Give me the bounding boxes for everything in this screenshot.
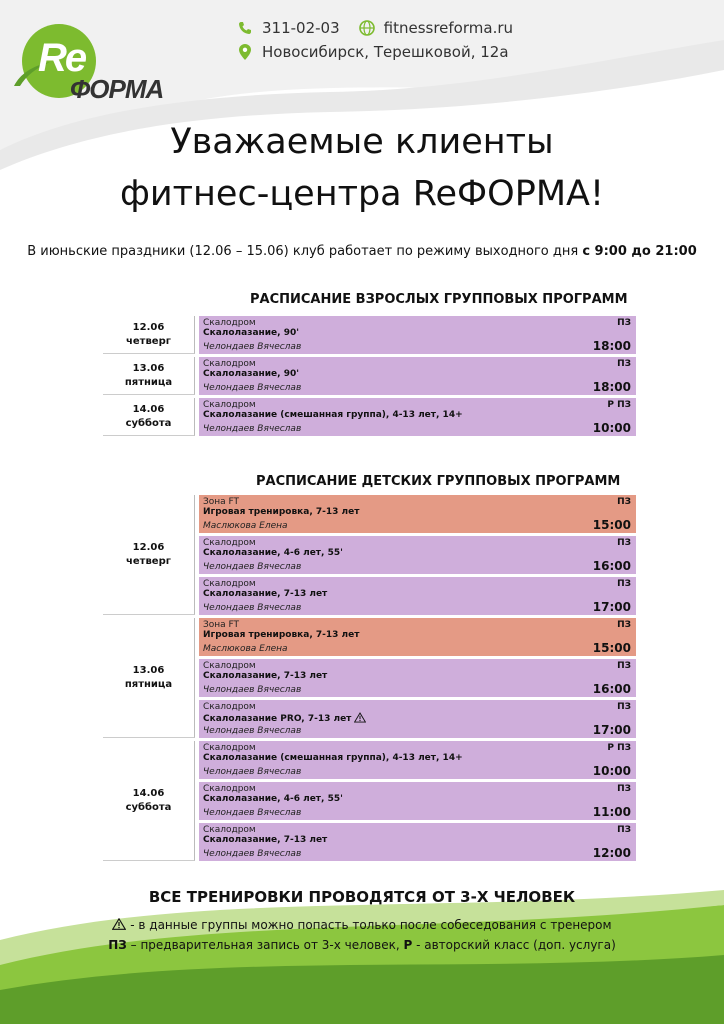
holiday-notice xyxy=(0,244,724,259)
logo-forma-text: ФОРМА xyxy=(70,74,164,104)
slot-time: 15:00 xyxy=(592,641,631,655)
day-group xyxy=(103,357,636,395)
slot-place: Скалодром xyxy=(203,318,256,328)
slot-name-row xyxy=(203,835,632,845)
schedule-slot xyxy=(199,536,636,574)
slot-tag: ПЗ xyxy=(617,497,631,507)
footer-heading: ВСЕ ТРЕНИРОВКИ ПРОВОДЯТСЯ ОТ 3-Х ЧЕЛОВЕК xyxy=(148,888,576,906)
day-date: 12.06 xyxy=(132,541,165,553)
slot-time: 16:00 xyxy=(592,559,631,573)
day-date: 14.06 xyxy=(132,787,165,799)
slot-trainer: Челондаев Вячеслав xyxy=(203,562,302,572)
day-slots xyxy=(199,495,636,615)
slot-class-name: Скалолазание, 90' xyxy=(203,369,299,379)
slot-time: 17:00 xyxy=(592,723,631,737)
slot-time: 11:00 xyxy=(592,805,631,819)
day-group xyxy=(103,618,636,738)
notice-text: В июньские праздники (12.06 – 15.06) клуб работает по режиму выходного дня xyxy=(27,244,583,259)
day-weekday: суббота xyxy=(125,417,172,429)
adult-schedule-table xyxy=(103,316,636,439)
contacts-row-address xyxy=(236,40,513,64)
slot-name-row xyxy=(203,630,632,640)
slot-name-row xyxy=(203,507,632,517)
kids-schedule-heading: РАСПИСАНИЕ ДЕТСКИХ ГРУППОВЫХ ПРОГРАММ xyxy=(256,474,621,489)
slot-tag: ПЗ xyxy=(617,825,631,835)
day-group xyxy=(103,398,636,436)
slot-tag: Р ПЗ xyxy=(607,400,631,410)
slot-tag: ПЗ xyxy=(617,784,631,794)
slot-class-name: Скалолазание, 4-6 лет, 55' xyxy=(203,548,343,558)
slot-trainer: Маслюкова Елена xyxy=(203,521,288,531)
slot-name-row xyxy=(203,794,632,804)
schedule-slot xyxy=(199,316,636,354)
slot-place: Скалодром xyxy=(203,359,256,369)
slot-place: Скалодром xyxy=(203,743,256,753)
day-weekday: четверг xyxy=(126,555,171,567)
contacts-row-phone-web xyxy=(236,16,513,40)
day-weekday: четверг xyxy=(126,335,171,347)
slot-class-name: Скалолазание (смешанная группа), 4-13 лет, 14+ xyxy=(203,753,463,763)
r-label: Р xyxy=(403,938,413,952)
slot-class-name: Игровая тренировка, 7-13 лет xyxy=(203,507,360,517)
slot-tag: ПЗ xyxy=(617,318,631,328)
phone-number[interactable]: 311-02-03 xyxy=(262,19,340,37)
slot-name-row xyxy=(203,589,632,599)
slot-place: Скалодром xyxy=(203,784,256,794)
r-note: - авторский класс (доп. услуга) xyxy=(412,938,616,952)
phone-icon xyxy=(236,19,254,37)
warn-note-text: - в данные группы можно попасть только после собеседования с тренером xyxy=(126,918,612,932)
slot-trainer: Челондаев Вячеслав xyxy=(203,685,302,695)
slot-place: Зона FT xyxy=(203,620,240,630)
slot-place: Скалодром xyxy=(203,400,256,410)
notice-hours: с 9:00 до 21:00 xyxy=(582,244,697,259)
slot-trainer: Челондаев Вячеслав xyxy=(203,767,302,777)
slot-trainer: Челондаев Вячеслав xyxy=(203,342,302,352)
pz-label: ПЗ xyxy=(108,938,127,952)
globe-icon xyxy=(358,19,376,37)
slot-time: 10:00 xyxy=(592,421,631,435)
slot-name-row xyxy=(203,328,632,338)
slot-trainer: Челондаев Вячеслав xyxy=(203,383,302,393)
schedule-slot xyxy=(199,741,636,779)
day-cell xyxy=(103,741,195,861)
slot-class-name: Скалолазание, 7-13 лет xyxy=(203,671,328,681)
slot-trainer: Челондаев Вячеслав xyxy=(203,603,302,613)
day-group xyxy=(103,741,636,861)
reforma-logo xyxy=(12,14,164,106)
slot-name-row xyxy=(203,548,632,558)
slot-name-row xyxy=(203,671,632,681)
day-slots xyxy=(199,357,636,395)
slot-time: 12:00 xyxy=(592,846,631,860)
kids-schedule-table xyxy=(103,495,636,864)
schedule-slot xyxy=(199,357,636,395)
slot-trainer: Челондаев Вячеслав xyxy=(203,808,302,818)
slot-place: Скалодром xyxy=(203,538,256,548)
slot-tag: ПЗ xyxy=(617,359,631,369)
schedule-slot xyxy=(199,659,636,697)
slot-tag: ПЗ xyxy=(617,661,631,671)
location-pin-icon xyxy=(236,43,254,61)
slot-place: Скалодром xyxy=(203,825,256,835)
schedule-slot xyxy=(199,495,636,533)
slot-name-row xyxy=(203,369,632,379)
day-group xyxy=(103,316,636,354)
day-slots xyxy=(199,618,636,738)
day-cell xyxy=(103,495,195,615)
slot-time: 18:00 xyxy=(592,339,631,353)
day-slots xyxy=(199,316,636,354)
slot-place: Скалодром xyxy=(203,661,256,671)
slot-tag: ПЗ xyxy=(617,620,631,630)
website-link[interactable]: fitnessreforma.ru xyxy=(383,19,514,37)
slot-class-name: Скалолазание PRO, 7-13 лет xyxy=(203,714,352,724)
slot-time: 16:00 xyxy=(592,682,631,696)
slot-class-name: Скалолазание (смешанная группа), 4-13 лет, 14+ xyxy=(203,410,463,420)
title-line-2: фитнес-центра ReФОРМА! xyxy=(119,174,604,214)
day-date: 13.06 xyxy=(132,362,165,374)
page-title xyxy=(0,116,724,220)
slot-class-name: Скалолазание, 4-6 лет, 55' xyxy=(203,794,343,804)
slot-class-name: Игровая тренировка, 7-13 лет xyxy=(203,630,360,640)
slot-tag: ПЗ xyxy=(617,579,631,589)
slot-name-row xyxy=(203,410,632,420)
slot-place: Скалодром xyxy=(203,579,256,589)
day-slots xyxy=(199,741,636,861)
slot-name-row xyxy=(203,712,632,724)
slot-class-name: Скалолазание, 7-13 лет xyxy=(203,589,328,599)
slot-trainer: Челондаев Вячеслав xyxy=(203,726,302,736)
pz-note: – предварительная запись от 3-х человек, xyxy=(126,938,404,952)
slot-class-name: Скалолазание, 7-13 лет xyxy=(203,835,328,845)
warning-triangle-icon xyxy=(112,918,126,930)
slot-tag: Р ПЗ xyxy=(607,743,631,753)
slot-tag: ПЗ xyxy=(617,702,631,712)
schedule-slot xyxy=(199,823,636,861)
day-cell xyxy=(103,618,195,738)
slot-time: 18:00 xyxy=(592,380,631,394)
schedule-slot xyxy=(199,782,636,820)
title-line-1: Уважаемые клиенты xyxy=(170,122,554,162)
footer-warn-note xyxy=(0,918,724,932)
day-cell xyxy=(103,357,195,395)
day-cell xyxy=(103,316,195,354)
day-cell xyxy=(103,398,195,436)
slot-name-row xyxy=(203,753,632,763)
slot-tag: ПЗ xyxy=(617,538,631,548)
address-text: Новосибирск, Терешковой, 12а xyxy=(262,43,509,61)
day-weekday: пятница xyxy=(124,678,173,690)
warning-triangle-icon xyxy=(354,712,366,723)
contacts-block xyxy=(236,16,513,64)
schedule-slot xyxy=(199,577,636,615)
slot-time: 10:00 xyxy=(592,764,631,778)
slot-trainer: Челондаев Вячеслав xyxy=(203,849,302,859)
day-date: 14.06 xyxy=(132,403,165,415)
adult-schedule-heading: РАСПИСАНИЕ ВЗРОСЛЫХ ГРУППОВЫХ ПРОГРАММ xyxy=(250,292,628,307)
footer-legend-note xyxy=(0,938,724,952)
schedule-slot xyxy=(199,700,636,738)
day-group xyxy=(103,495,636,615)
schedule-slot xyxy=(199,398,636,436)
day-weekday: суббота xyxy=(125,801,172,813)
slot-class-name: Скалолазание, 90' xyxy=(203,328,299,338)
slot-time: 15:00 xyxy=(592,518,631,532)
day-date: 13.06 xyxy=(132,664,165,676)
slot-place: Зона FT xyxy=(203,497,240,507)
slot-trainer: Маслюкова Елена xyxy=(203,644,288,654)
day-weekday: пятница xyxy=(124,376,173,388)
schedule-slot xyxy=(199,618,636,656)
day-date: 12.06 xyxy=(132,321,165,333)
slot-trainer: Челондаев Вячеслав xyxy=(203,424,302,434)
day-slots xyxy=(199,398,636,436)
logo-re-text: Re xyxy=(38,36,86,80)
slot-place: Скалодром xyxy=(203,702,256,712)
slot-time: 17:00 xyxy=(592,600,631,614)
